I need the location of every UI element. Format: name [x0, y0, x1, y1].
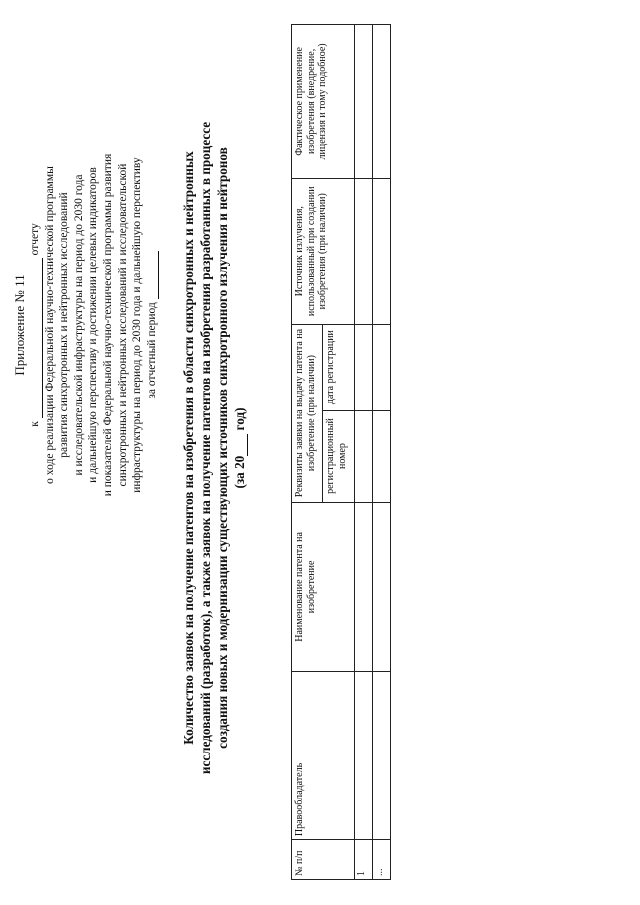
heading-line: Количество заявок на получение патентов на изобретения в области синхротронных и нейтронных: [181, 151, 196, 745]
appendix-line: инфраструктуры на период до 2030 года и дальнейшую перспективу: [131, 157, 144, 493]
appendix-report-line: [28, 45, 43, 605]
cell-application: [373, 25, 391, 179]
appendix-period-line: [145, 45, 160, 605]
cell-reg-date: [373, 324, 391, 410]
appendix-block: [12, 45, 159, 605]
appendix-line: и дальнейшую перспективу и достижении целевых индикаторов: [87, 167, 100, 483]
header-requisites: Реквизиты заявки на выдачу патента на изобретение (при наличии): [292, 324, 323, 502]
cell-reg-date: [355, 324, 373, 410]
row-num: ...: [373, 840, 391, 880]
appendix-line: и исследовательской инфраструктуры на период до 2030 года: [72, 174, 85, 476]
cell-reg-number: [373, 410, 391, 502]
year-prefix: (за 20: [232, 455, 247, 489]
period-blank-line: [148, 251, 159, 299]
cell-patent-name: [355, 502, 373, 672]
header-num: № п/п: [292, 840, 355, 880]
cell-source: [373, 178, 391, 324]
appendix-line: о ходе реализации Федеральной научно-технической программы: [43, 166, 56, 484]
header-reg-date: дата регистрации: [323, 324, 355, 410]
appendix-report-word: отчету: [29, 223, 41, 256]
cell-reg-number: [355, 410, 373, 502]
appendix-line: развития синхротронных и нейтронных исследований: [58, 192, 71, 458]
appendix-blank-line: [32, 258, 43, 418]
appendix-title: Приложение № 11: [12, 274, 27, 376]
header-patent-name: Наименование патента на изобретение: [292, 502, 355, 672]
header-reg-number: регистрационный номер: [323, 410, 355, 502]
year-blank-line: [236, 434, 248, 456]
cell-source: [355, 178, 373, 324]
header-source: Источник излучения, использованный при создании изобретения (при наличии): [292, 178, 355, 324]
heading-line: создания новых и модернизации существующих источников синхротронного излучения и нейтронов: [215, 147, 230, 749]
appendix-line: и показателей Федеральной научно-технической программы развития: [101, 153, 114, 497]
appendix-k-prefix: к: [29, 421, 41, 427]
patents-table: [291, 24, 391, 880]
cell-holder: [373, 672, 391, 840]
appendix-line: синхротронных и нейтронных исследований и исследовательской: [116, 163, 129, 487]
cell-patent-name: [373, 502, 391, 672]
cell-holder: [355, 672, 373, 840]
cell-application: [355, 25, 373, 179]
table-row: [373, 25, 391, 880]
row-num: 1: [355, 840, 373, 880]
appendix-period-label: за отчетный период: [145, 302, 158, 399]
header-holder: Правообладатель: [292, 672, 355, 840]
heading-year-line: [231, 53, 248, 843]
year-suffix: год): [232, 407, 247, 431]
document-heading: [180, 53, 248, 843]
table-row: [355, 25, 373, 880]
table-header-row: [292, 25, 323, 880]
heading-line: исследований (разработок), а также заявок на получение патентов на изобретения разработанных в процессе: [198, 121, 213, 775]
header-application: Фактическое применение изобретения (внедрение, лицензия и тому подобное): [292, 25, 355, 179]
